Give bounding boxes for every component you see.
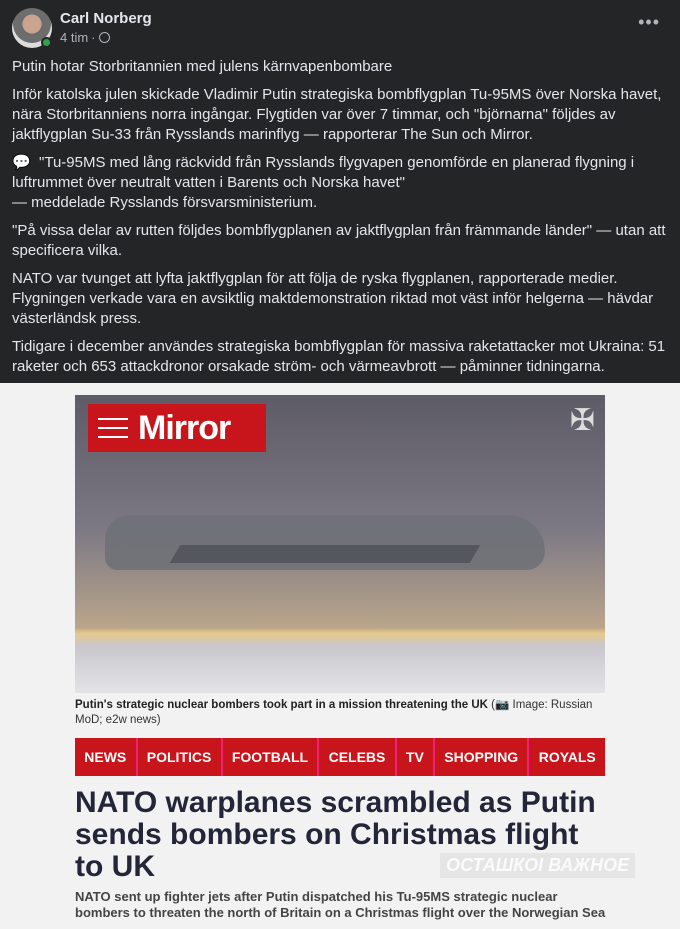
nav-news: NEWS bbox=[75, 738, 138, 776]
photo-caption bbox=[75, 698, 610, 728]
post-paragraph: Putin hotar Storbritannien med julens kärnvapenbombare bbox=[12, 58, 393, 75]
mirror-logo bbox=[88, 404, 266, 452]
article-headline: NATO warplanes scrambled as Putin sends bombers on Christmas flight to UK bbox=[75, 786, 596, 883]
nav-royals: ROYALS bbox=[538, 749, 596, 765]
mirror-nav bbox=[75, 738, 605, 776]
nav-shopping: SHOPPING bbox=[435, 738, 529, 776]
logo-text: Mirror bbox=[138, 408, 231, 447]
more-options-button[interactable]: ••• bbox=[638, 12, 660, 32]
quote-source: — meddelade Rysslands försvarsministerium. bbox=[12, 194, 318, 211]
article-standfirst: NATO sent up fighter jets after Putin dispatched his Tu-95MS strategic nuclear bombers to threaten the north of Britain on a Christmas flight over the Norwegian Sea bbox=[75, 889, 606, 920]
post-time[interactable]: 4 tim bbox=[60, 30, 89, 45]
post-paragraph: Inför katolska julen skickade Vladimir Putin strategiska bombflygplan Tu-95MS över Norska havet, nära Storbritanniens norra ingångar. Flygtiden var över 7 timmar, och "björnarna" följdes av jaktflygplan Su-33 från Rysslands marinflyg — rapporterar The Sun och Mirror. bbox=[12, 86, 662, 143]
speech-bubble-icon: 💬 bbox=[12, 154, 31, 171]
caption-bold: Putin's strategic nuclear bombers took part in a mission threatening the UK bbox=[75, 699, 488, 711]
nav-tv: TV bbox=[397, 738, 435, 776]
facebook-post bbox=[0, 0, 680, 383]
globe-icon bbox=[99, 32, 110, 43]
nav-celebs: CELEBS bbox=[319, 738, 396, 776]
post-meta bbox=[60, 30, 110, 45]
nav-football: FOOTBALL bbox=[223, 738, 320, 776]
online-status-indicator bbox=[41, 37, 52, 48]
caption-credit: (📷 Image: Russian MoD; e2w news) bbox=[75, 699, 593, 726]
post-paragraph: NATO var tvunget att lyfta jaktflygplan för att följa de ryska flygplanen, rapporterade medier. Flygningen verkade vara en avsiktlig maktdemonstration riktad mot väst inför helgerna — hävdar västerländsk press. bbox=[12, 270, 654, 327]
post-body bbox=[12, 57, 672, 385]
quote-text: "Tu-95MS med lång räckvidd från Rysslands flygvapen genomförde en planerad flygning i luftrummet över neutralt vatten i Barents och Norska havet" bbox=[12, 154, 635, 191]
bomber-photo bbox=[75, 395, 605, 693]
bomber-wing bbox=[170, 545, 480, 563]
author-name[interactable]: Carl Norberg bbox=[60, 10, 152, 27]
post-paragraph: Tidigare i december användes strategiska bombflygplan för massiva raketattacker mot Ukraina: 51 raketer och 653 attackdronor orsakade ström- och värmeavbrott — påminner tidningarna. bbox=[12, 338, 666, 375]
post-image[interactable] bbox=[0, 383, 680, 929]
nav-politics: POLITICS bbox=[138, 738, 223, 776]
hamburger-icon bbox=[98, 418, 128, 438]
post-quote bbox=[12, 153, 672, 213]
separator: · bbox=[91, 30, 96, 45]
watermark: ОСТАШКОІ ВАЖНОЕ bbox=[440, 853, 635, 878]
post-paragraph: "På vissa delar av rutten följdes bombflygplanen av jaktflygplan från främmande länder" — utan att specificera vilka. bbox=[12, 222, 666, 259]
russian-mod-emblem-icon: ✠ bbox=[569, 404, 595, 437]
